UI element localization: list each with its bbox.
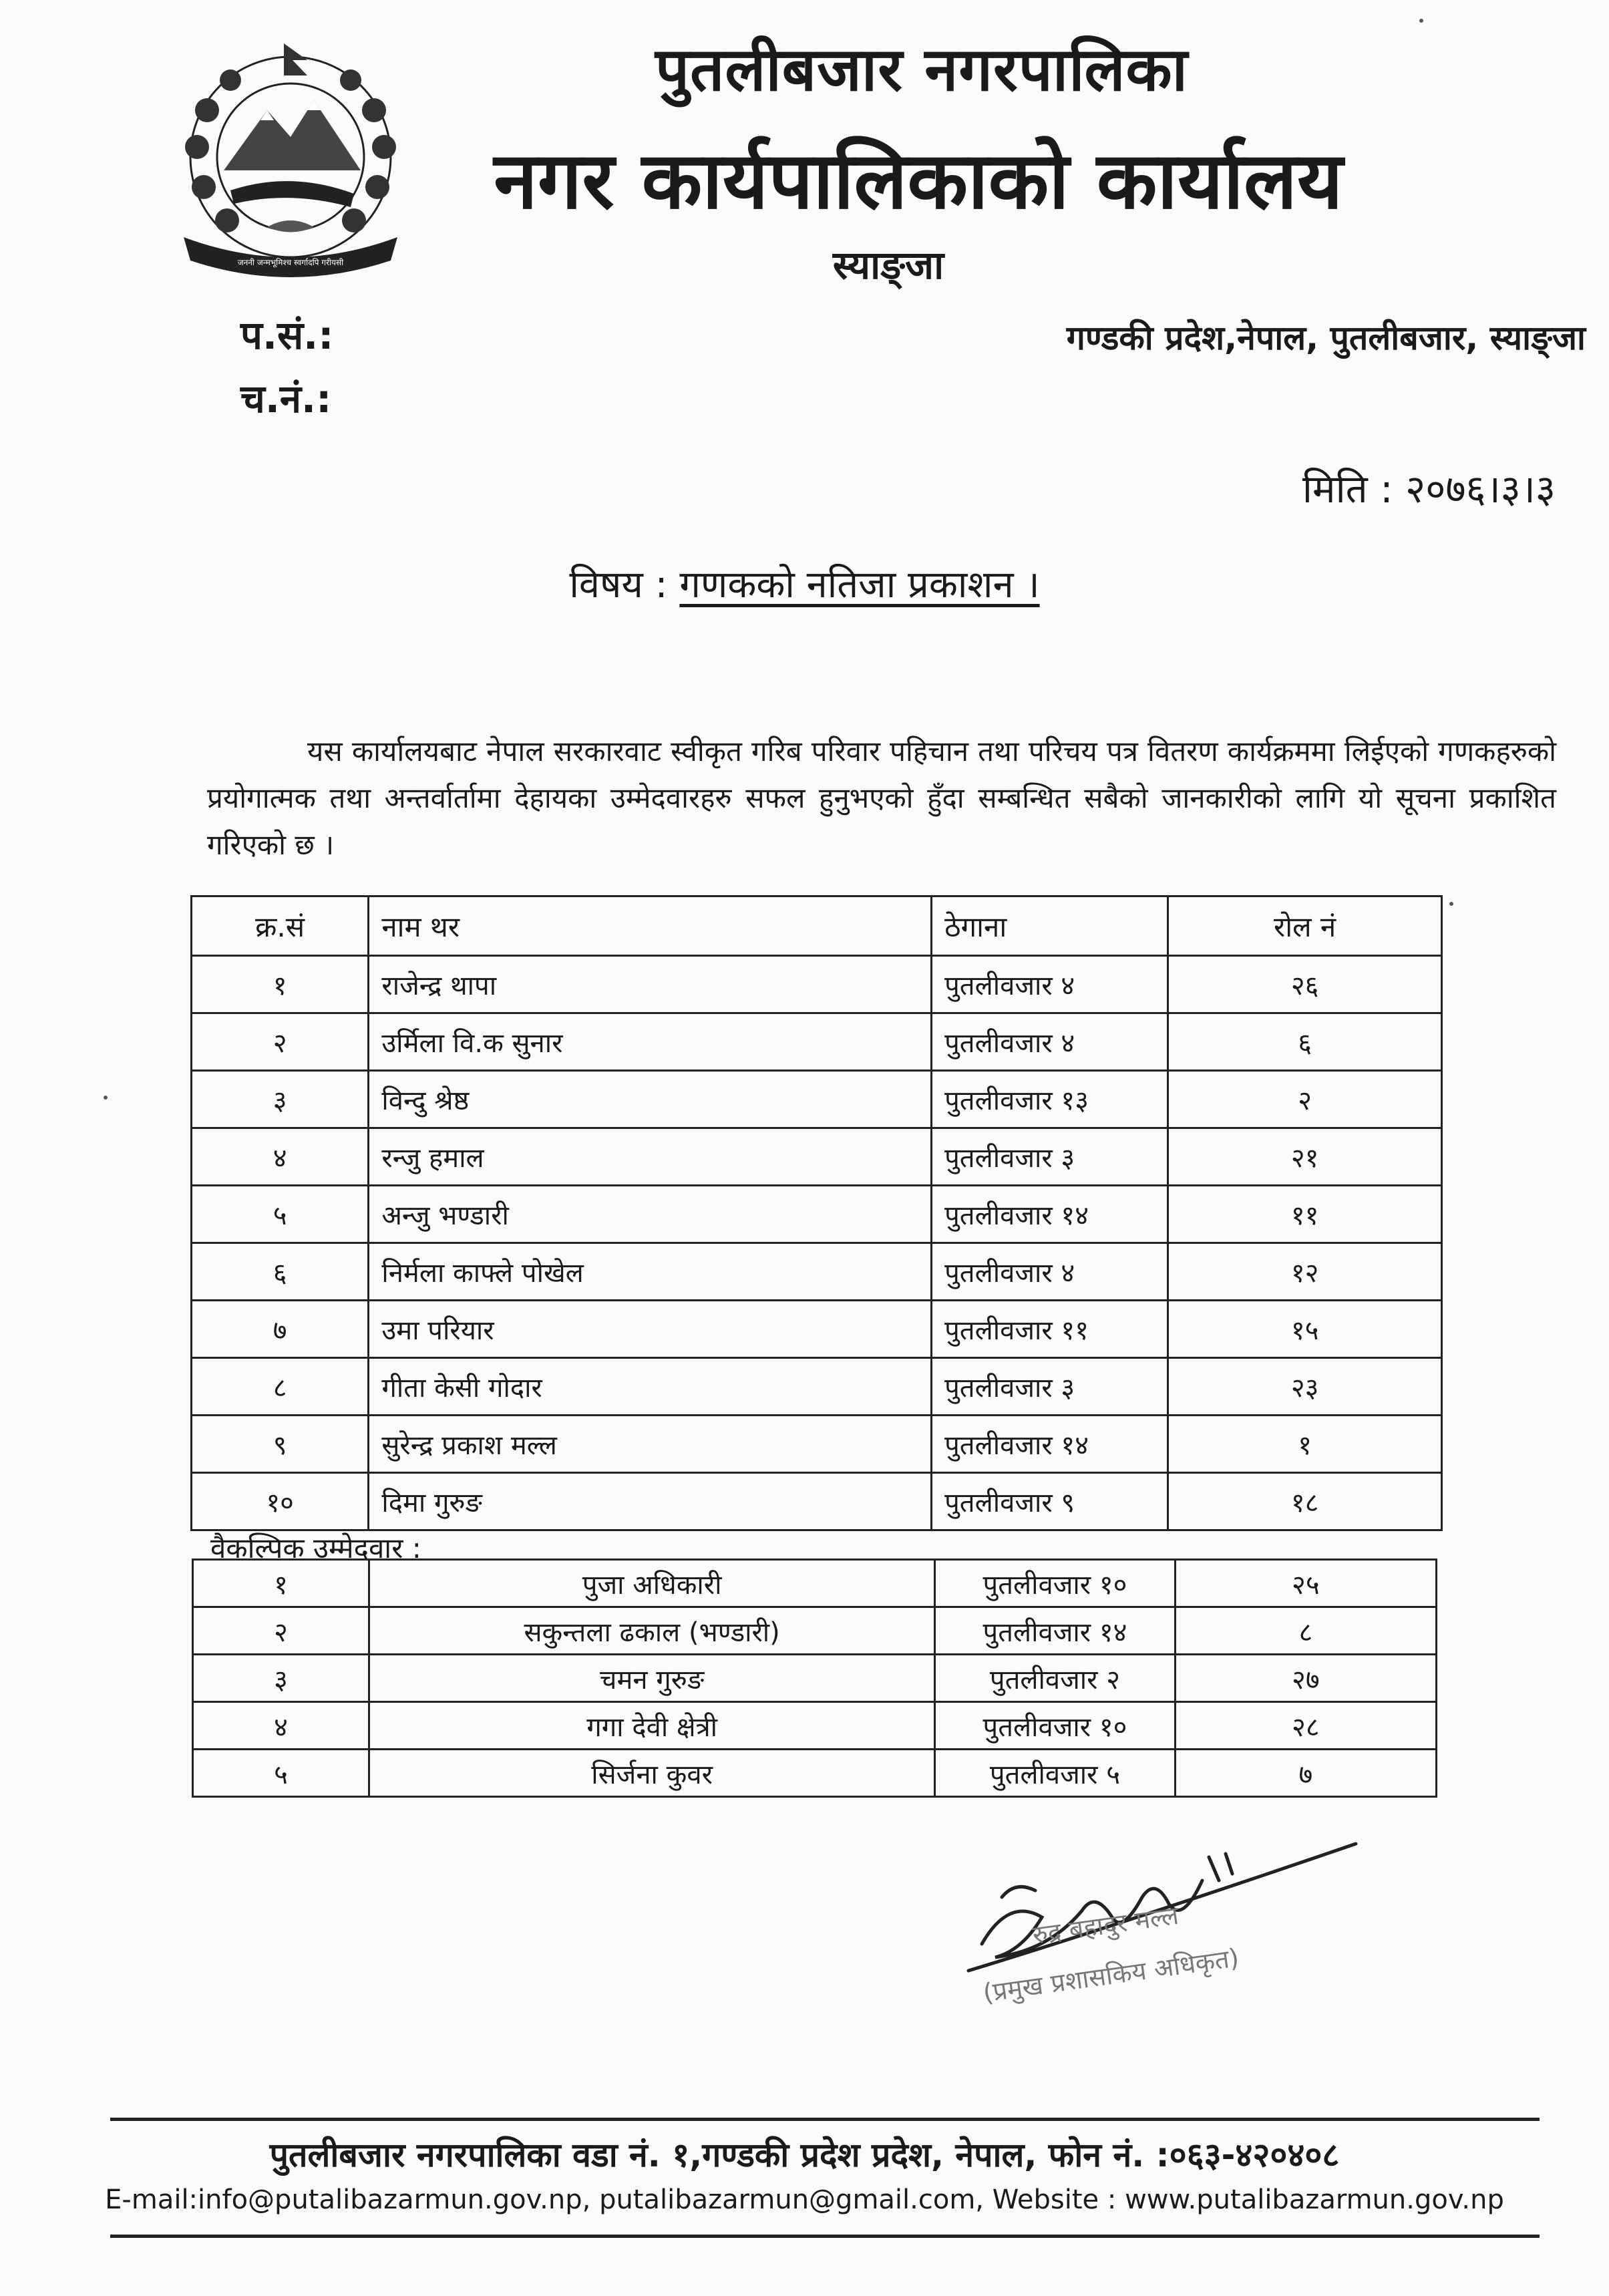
cell-address: पुतलीवजार १३ <box>932 1071 1168 1128</box>
cell-sn: ९ <box>192 1416 369 1473</box>
notice-body: यस कार्यालयबाट नेपाल सरकारवाट स्वीकृत गरिब परिवार पहिचान तथा परिचय पत्र वितरण कार्यक्रममा लिईएको गणकहरुको प्रयोगात्मक तथा अन्तर्वार्तामा देहायका उम्मेदवारहरु सफल हुनुभएको हुँदा सम्बन्धित सबैको जानकारीको लागि यो सूचना प्रकाशित गरिएको छ । <box>207 735 1556 861</box>
table-row <box>192 1473 1442 1530</box>
cell-address: पुतलीवजार ३ <box>932 1358 1168 1416</box>
cell-sn: ८ <box>192 1358 369 1416</box>
footer-contact: E-mail:info@putalibazarmun.gov.np, putalibazarmun@gmail.com, Website : www.putalibazarmun.gov.np <box>105 2184 1504 2215</box>
cell-name: अन्जु भण्डारी <box>369 1186 932 1243</box>
cell-address: पुतलीवजार ३ <box>932 1128 1168 1186</box>
cell-name: सुरेन्द्र प्रकाश मल्ल <box>369 1416 932 1473</box>
cell-sn: १ <box>193 1560 369 1607</box>
cell-sn: १० <box>192 1473 369 1530</box>
cell-address: पुतलीवजार ५ <box>935 1750 1175 1797</box>
cell-sn: २ <box>192 1013 369 1071</box>
cell-sn: ५ <box>193 1750 369 1797</box>
header-sn: क्र.सं <box>192 896 369 956</box>
footer-divider-top <box>110 2118 1540 2121</box>
cell-address: पुतलीवजार १४ <box>932 1416 1168 1473</box>
header-address: ठेगाना <box>932 896 1168 956</box>
cell-sn: ३ <box>193 1655 369 1702</box>
cell-name: गीता केसी गोदार <box>369 1358 932 1416</box>
cell-address: पुतलीवजार १४ <box>932 1186 1168 1243</box>
table-row <box>193 1750 1437 1797</box>
cell-name: विन्दु श्रेष्ठ <box>369 1071 932 1128</box>
cell-name: निर्मला काफ्ले पोखेल <box>369 1243 932 1301</box>
subject-text: गणकको नतिजा प्रकाशन । <box>679 563 1040 607</box>
cell-name: दिमा गुरुङ <box>369 1473 932 1530</box>
cell-name: उमा परियार <box>369 1301 932 1358</box>
cell-roll: २६ <box>1168 956 1442 1013</box>
alternate-table <box>192 1559 1437 1798</box>
table-row <box>193 1702 1437 1750</box>
signatory-name: रुद्र बहादुर मल्ल <box>1031 1900 1181 1951</box>
cell-name: रन्जु हमाल <box>369 1128 932 1186</box>
cell-roll: १५ <box>1168 1301 1442 1358</box>
footer-divider-bottom <box>110 2235 1540 2238</box>
cell-name: सिर्जना कुवर <box>369 1750 935 1797</box>
table-row <box>192 1416 1442 1473</box>
cell-sn: ५ <box>192 1186 369 1243</box>
emblem-motto: जननी जन्मभूमिश्च स्वर्गादपि गरीयसी <box>237 258 344 267</box>
table-row <box>192 1301 1442 1358</box>
cell-address: पुतलीवजार ४ <box>932 1243 1168 1301</box>
header-roll: रोल नं <box>1168 896 1442 956</box>
cell-sn: ७ <box>192 1301 369 1358</box>
ref-no-label: प.सं.: <box>240 313 334 358</box>
cell-sn: २ <box>193 1607 369 1655</box>
cell-roll: १८ <box>1168 1473 1442 1530</box>
alternate-heading: वैकल्पिक उम्मेदवार : <box>210 1532 421 1565</box>
table-row <box>192 956 1442 1013</box>
cell-address: पुतलीवजार १० <box>935 1702 1175 1750</box>
cell-roll: २७ <box>1175 1655 1436 1702</box>
cell-roll: ११ <box>1168 1186 1442 1243</box>
cell-name: पुजा अधिकारी <box>369 1560 935 1607</box>
cell-roll: १ <box>1168 1416 1442 1473</box>
table-row <box>192 1186 1442 1243</box>
office-address: गण्डकी प्रदेश,नेपाल, पुतलीबजार, स्याङ्जा <box>1066 319 1586 357</box>
table-row <box>192 1013 1442 1071</box>
cell-address: पुतलीवजार ४ <box>932 1013 1168 1071</box>
cell-address: पुतलीवजार १४ <box>935 1607 1175 1655</box>
cell-address: पुतलीवजार १० <box>935 1560 1175 1607</box>
chalan-no-label: च.नं.: <box>240 376 332 422</box>
cell-roll: २५ <box>1175 1560 1436 1607</box>
nepal-emblem-logo <box>167 37 414 284</box>
cell-address: पुतलीवजार २ <box>935 1655 1175 1702</box>
cell-sn: ३ <box>192 1071 369 1128</box>
scan-speck <box>1449 902 1453 906</box>
table-row <box>192 1358 1442 1416</box>
municipality-name: पुतलीबजार नगरपालिका <box>655 35 1188 105</box>
cell-name: चमन गुरुङ <box>369 1655 935 1702</box>
cell-roll: २८ <box>1175 1702 1436 1750</box>
cell-sn: ४ <box>192 1128 369 1186</box>
results-table <box>190 895 1443 1531</box>
footer-address: पुतलीबजार नगरपालिका वडा नं. १,गण्डकी प्रदेश प्रदेश, नेपाल, फोन नं. :०६३-४२०४०८ <box>269 2136 1340 2174</box>
table-row <box>193 1655 1437 1702</box>
cell-address: पुतलीवजार ४ <box>932 956 1168 1013</box>
cell-sn: १ <box>192 956 369 1013</box>
cell-sn: ४ <box>193 1702 369 1750</box>
table-row <box>192 1243 1442 1301</box>
cell-sn: ६ <box>192 1243 369 1301</box>
cell-address: पुतलीवजार ११ <box>932 1301 1168 1358</box>
cell-roll: १२ <box>1168 1243 1442 1301</box>
cell-roll: २१ <box>1168 1128 1442 1186</box>
table-header-row <box>192 896 1442 956</box>
subject-label: विषय : <box>569 563 668 607</box>
cell-roll: ६ <box>1168 1013 1442 1071</box>
office-name: नगर कार्यपालिकाको कार्यालय <box>494 134 1343 226</box>
scan-speck <box>1419 19 1423 23</box>
cell-roll: ८ <box>1175 1607 1436 1655</box>
subject-line <box>0 558 1609 609</box>
table-row <box>192 1128 1442 1186</box>
cell-name: उर्मिला वि.क सुनार <box>369 1013 932 1071</box>
letter-date: मिति : २०७६।३।३ <box>1302 466 1556 512</box>
cell-name: गगा देवी क्षेत्री <box>369 1702 935 1750</box>
cell-roll: ७ <box>1175 1750 1436 1797</box>
cell-name: सकुन्तला ढकाल (भण्डारी) <box>369 1607 935 1655</box>
signatory-title: (प्रमुख प्रशासकिय अधिकृत) <box>980 1943 1241 2008</box>
table-row <box>193 1560 1437 1607</box>
scan-speck <box>104 1096 108 1100</box>
cell-roll: २ <box>1168 1071 1442 1128</box>
cell-name: राजेन्द्र थापा <box>369 956 932 1013</box>
table-row <box>192 1071 1442 1128</box>
district-name: स्याङ्जा <box>832 242 944 288</box>
table-row <box>193 1607 1437 1655</box>
header-name: नाम थर <box>369 896 932 956</box>
cell-address: पुतलीवजार ९ <box>932 1473 1168 1530</box>
cell-roll: २३ <box>1168 1358 1442 1416</box>
